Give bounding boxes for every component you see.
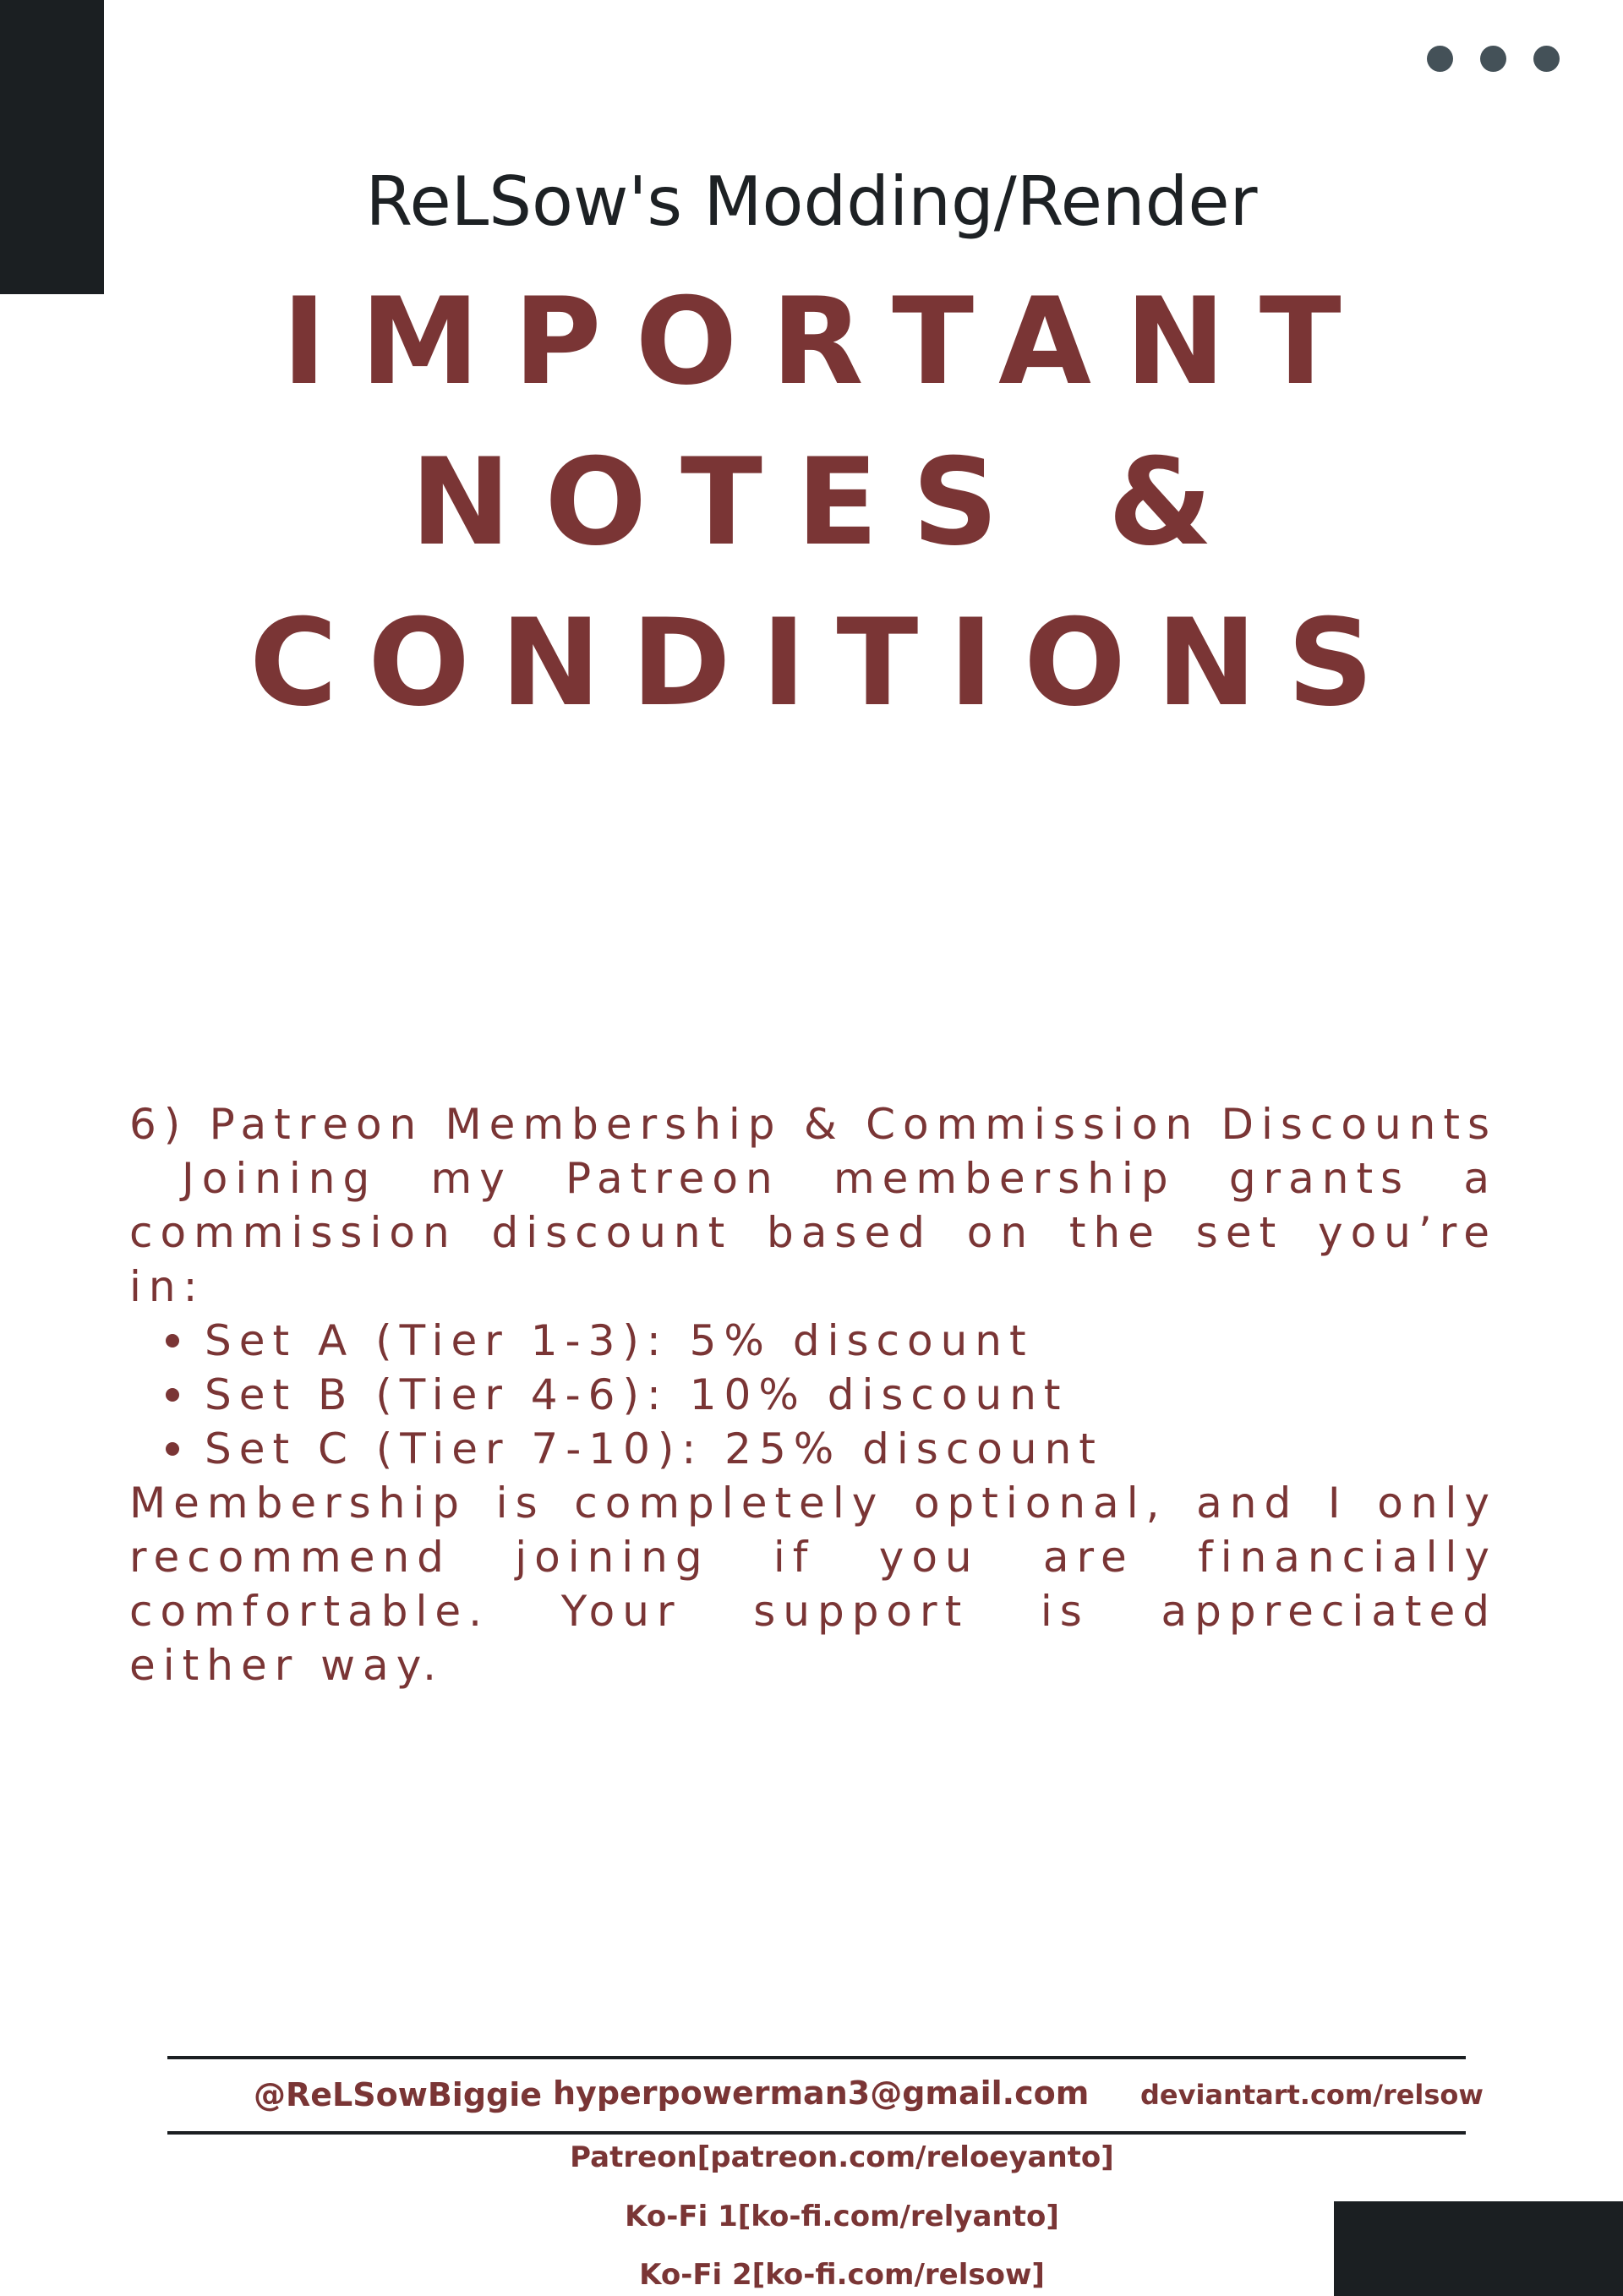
closing-line-1: Membership is completely optional, and I only <box>129 1479 1497 1528</box>
corner-block-top-left <box>0 0 104 294</box>
kofi-link-2[interactable]: Ko-Fi 2[ko-fi.com/relsow] <box>639 2258 1045 2292</box>
intro-line-2: commission discount based on the set you’re <box>129 1208 1497 1257</box>
bullet-icon <box>166 1334 179 1348</box>
deviantart-link[interactable]: deviantart.com/relsow <box>1140 2079 1484 2111</box>
tier-label: Set C (Tier 7-10): 25% discount <box>205 1424 1103 1473</box>
bullet-icon <box>166 1388 179 1402</box>
dot-1 <box>1427 46 1453 72</box>
intro-line-3: in: <box>129 1262 205 1311</box>
more-options-icon[interactable] <box>1427 46 1562 74</box>
closing-line-4: either way. <box>129 1641 445 1690</box>
social-handle-link[interactable]: @ReLSowBiggie <box>254 2076 543 2113</box>
page-title-line-2: NOTES & <box>410 433 1247 572</box>
dot-3 <box>1533 46 1560 72</box>
closing-line-3: comfortable. Your support is appreciated <box>129 1587 1497 1636</box>
intro-line-1: Joining my Patreon membership grants a <box>182 1154 1497 1203</box>
footer-divider-top <box>167 2056 1466 2059</box>
tier-list-item <box>166 1422 1103 1476</box>
dot-2 <box>1480 46 1506 72</box>
email-link[interactable]: hyperpowerman3@gmail.com <box>553 2075 1090 2112</box>
kofi-link-1[interactable]: Ko-Fi 1[ko-fi.com/relyanto] <box>625 2200 1059 2233</box>
section-heading: 6) Patreon Membership & Commission Discounts <box>129 1100 1497 1149</box>
closing-line-2: recommend joining if you are financially <box>129 1533 1497 1582</box>
page-title-line-3: CONDITIONS <box>249 593 1404 733</box>
footer-divider-bottom <box>167 2131 1466 2135</box>
page-title-line-1: IMPORTANT <box>281 272 1375 412</box>
tier-list-item <box>166 1368 1068 1422</box>
tier-list-item <box>166 1314 1034 1368</box>
patreon-link[interactable]: Patreon[patreon.com/reloeyanto] <box>570 2140 1114 2174</box>
tier-label: Set B (Tier 4-6): 10% discount <box>205 1370 1068 1419</box>
tier-label: Set A (Tier 1-3): 5% discount <box>205 1316 1034 1365</box>
bullet-icon <box>166 1442 179 1456</box>
page-subtitle: ReLSow's Modding/Render <box>365 162 1258 241</box>
